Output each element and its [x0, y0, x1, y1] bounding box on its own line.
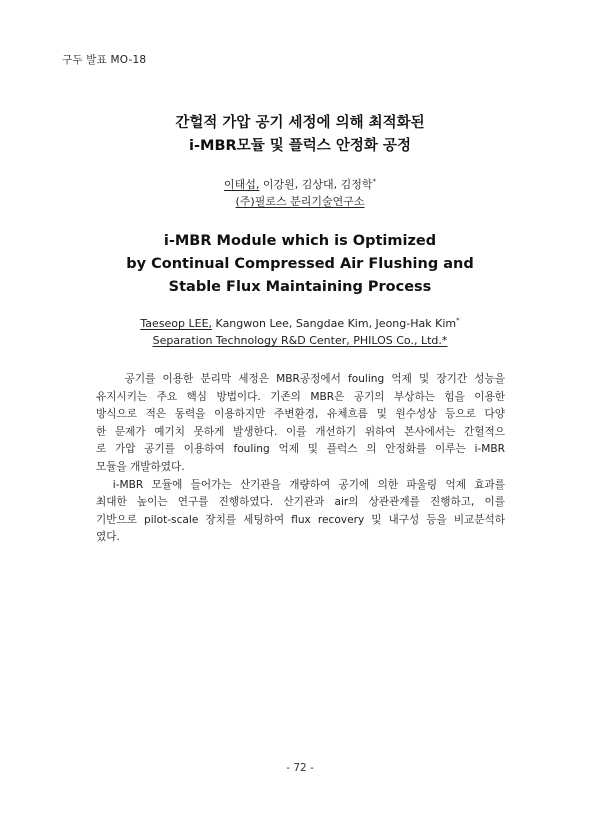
corresponding-mark-english: * [456, 316, 460, 325]
abstract-line: 로 가압 공기를 이용하여 fouling 억제 및 플럭스 의 안정화를 이루는 i-MBR [96, 443, 505, 456]
abstract-line: i-MBR 모듈에 들어가는 산기관을 개량하여 공기에 의한 파울링 억제 효과를 [96, 478, 505, 491]
authors-korean [0, 176, 600, 192]
abstract [96, 371, 505, 547]
abstract-line: 공기를 이용한 분리막 세정은 MBR공정에서 fouling 억제 및 장기간 성능을 [96, 373, 505, 385]
abstract-line: 기반으로 pilot-scale 장치를 세팅하여 flux recovery 및 내구성 등을 비교분석하 [96, 513, 505, 526]
coauthors-korean: 이강원, 김상대, 김정학 [259, 178, 373, 191]
title-korean-line-1: 간헐적 가압 공기 세정에 의해 최적화된 [175, 115, 425, 131]
presenter-name-english: Taeseop LEE, [140, 317, 213, 330]
abstract-line: 모듈을 개발하였다. [96, 460, 185, 473]
affiliation-english-text: Separation Technology R&D Center, PHILOS Co., Ltd.* [152, 334, 448, 347]
affiliation-korean-text: (주)필로스 분리기술연구소 [235, 195, 365, 208]
abstract-line: 방식으로 적은 동력을 이용하지만 주변환경, 유체흐름 및 원수성상 등으로 다양 [96, 408, 505, 421]
title-english-line-1: i-MBR Module which is Optimized [163, 233, 437, 249]
coauthors-english: Kangwon Lee, Sangdae Kim, Jeong-Hak Kim [212, 317, 457, 330]
abstract-line: 최대한 높이는 연구를 진행하였다. 산기관과 air의 상관관계를 진행하고, 이를 [96, 496, 505, 509]
abstract-line: 유지시키는 주요 핵심 방법이다. 기존의 MBR은 공기의 부상하는 힘을 이용한 [96, 390, 505, 403]
presenter-name-korean: 이태섭, [224, 178, 260, 191]
title-english-line-3: Stable Flux Maintaining Process [168, 279, 432, 295]
abstract-line: 였다. [96, 531, 120, 544]
title-english-line-2: by Continual Compressed Air Flushing and [126, 256, 474, 272]
session-label: 구두 발표 MO-18 [62, 54, 147, 66]
authors-english [0, 317, 600, 330]
affiliation-korean [0, 193, 600, 209]
page-number: - 72 - [286, 762, 314, 774]
corresponding-mark-korean: * [372, 177, 376, 186]
title-korean-line-2: i-MBR모듈 및 플럭스 안정화 공정 [189, 138, 411, 154]
abstract-line: 한 문제가 예기치 못하게 발생한다. 이를 개선하기 위하여 본사에서는 간헐적으 [96, 425, 505, 438]
affiliation-english [0, 334, 600, 347]
